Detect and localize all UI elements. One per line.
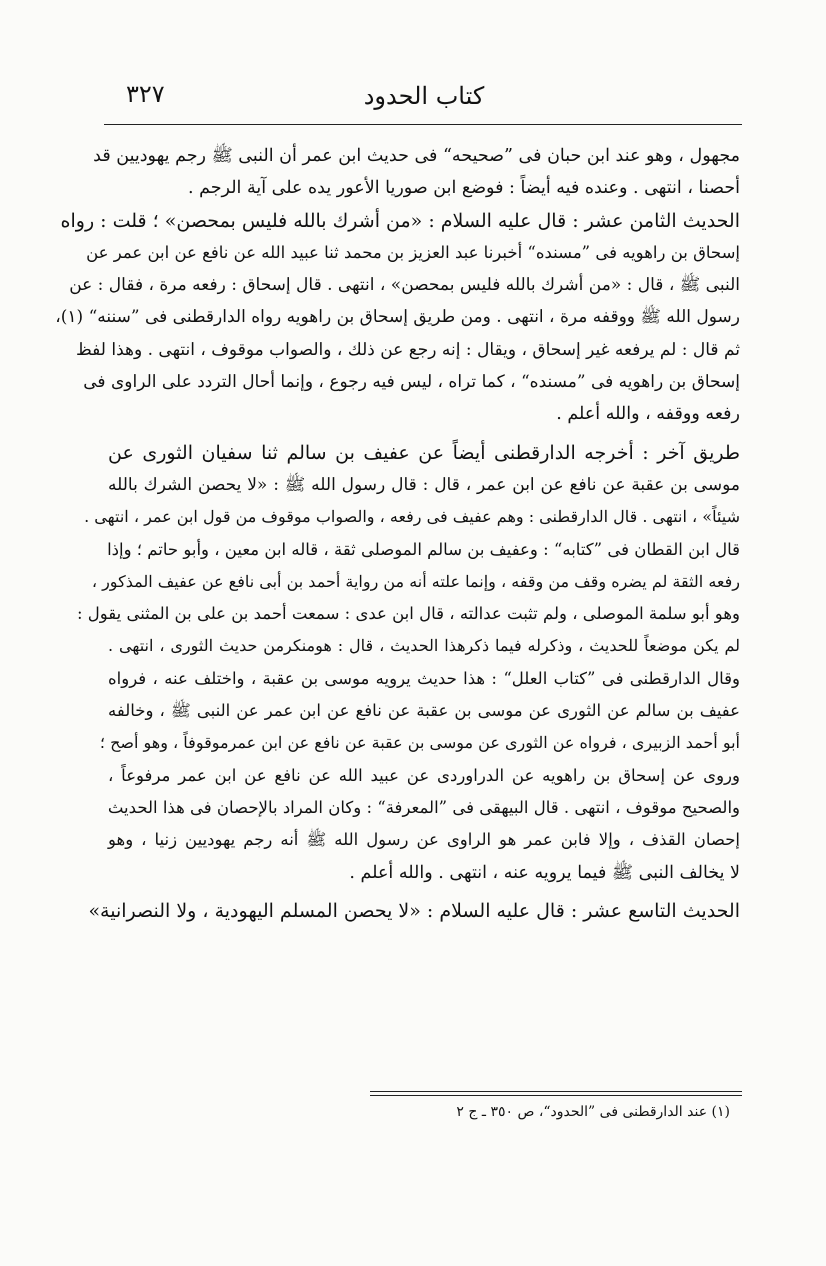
main-text (55, 140, 740, 927)
header-rule (104, 124, 742, 125)
text-line: أبو أحمد الزبيرى ، فرواه عن الثورى عن موسى بن عقبة عن نافع عن ابن عمرموقوفاً ، وهو أصح ؛ (99, 733, 740, 753)
text-line: لا يخالف النبى ﷺ فيما يرويه عنه ، انتهى . والله أعلم . (349, 862, 740, 883)
text-line: وهو أبو سلمة الموصلى ، ولم تثبت عدالته ، قال ابن عدى : سمعت أحمد بن على بن المثنى يقول : (76, 604, 740, 624)
text-line: عفيف بن سالم عن الثورى عن موسى بن عقبة عن نافع عن ابن عمر عن النبى ﷺ ، وخالفه (108, 701, 740, 721)
text-line: موسى بن عقبة عن نافع عن ابن عمر ، قال : قال رسول الله ﷺ : «لا يحصن الشرك بالله (108, 474, 740, 495)
text-line: النبى ﷺ ، قال : «من أشرك بالله فليس بمحصن» ، انتهى . قال إسحاق : رفعه مرة ، فقال : عن (69, 275, 740, 296)
text-line: رفعه ووقفه ، والله أعلم . (556, 404, 740, 425)
text-line: وروى عن إسحاق بن راهويه عن الدراوردى عن عبيد الله عن نافع عن ابن عمر مرفوعاً ، (108, 765, 740, 785)
hadith-heading-line: الحديث الثامن عشر : قال عليه السلام : «من أشرك بالله فليس بمحصن» ؛ قلت : رواه (60, 209, 740, 232)
footnote-rule-double (370, 1095, 742, 1096)
text-line: ثم قال : لم يرفعه غير إسحاق ، ويقال : إنه رجع عن ذلك ، والصواب موقوف ، انتهى . وهذا لفظ (76, 339, 740, 360)
page-number: ٣٢٧ (126, 80, 165, 108)
text-line: إسحاق بن راهويه فى ”مسنده“ ، كما تراه ، ليس فيه رجوع ، وإنما أحال التردد على الراوى فى (83, 372, 740, 393)
text-line: رفعه الثقة لم يضره وقف من وقفه ، وإنما علته أنه من رواية أحمد بن أبى نافع عن عفيف المذكور ، (91, 571, 740, 591)
text-line: وقال الدارقطنى فى ”كتاب العلل“ : هذا حديث يرويه موسى بن عقبة ، واختلف عنه ، فرواه (108, 668, 740, 688)
page-header (108, 76, 740, 122)
hadith-heading-line: الحديث التاسع عشر : قال عليه السلام : «لا يحصن المسلم اليهودية ، ولا النصرانية» (88, 899, 740, 922)
text-line: إحصان القذف ، وإلا فابن عمر هو الراوى عن رسول الله ﷺ أنه رجم يهوديين زنيا ، وهو (108, 830, 740, 850)
text-line: إسحاق بن راهويه فى ”مسنده“ أخبرنا عبد العزيز بن محمد ثنا عبيد الله عن نافع عن ابن عمر عن (86, 242, 740, 262)
section-heading-line: طريق آخر : أخرجه الدارقطنى أيضاً عن عفيف بن سالم ثنا سفيان الثورى عن (108, 441, 740, 464)
footnote: (١) عند الدارقطنى فى ”الحدود“، ص ٣٥٠ ـ ج ٢ (456, 1104, 730, 1120)
text-line: قال ابن القطان فى ”كتابه“ : وعفيف بن سالم الموصلى ثقة ، قاله ابن معين ، وأبو حاتم ؛ وإذا (107, 539, 740, 559)
text-line: والصحيح موقوف ، انتهى . قال البيهقى فى ”المعرفة“ : وكان المراد بالإحصان فى هذا الحديث (107, 797, 740, 817)
running-title: كتاب الحدود (363, 82, 485, 110)
text-line: مجهول ، وهو عند ابن حبان فى ”صحيحه“ فى حديث ابن عمر أن النبى ﷺ رجم يهوديين قد (93, 146, 740, 166)
text-line: أحصنا ، انتهى . وعنده فيه أيضاً : فوضع ابن صوريا الأعور يده على آية الرجم . (187, 178, 740, 199)
text-line: شيئاً» ، انتهى . قال الدارقطنى : وهم عفيف فى رفعه ، والصواب موقوف من قول ابن عمر ، انتهى . (84, 507, 740, 527)
text-line: لم يكن موضعاً للحديث ، وذكرله فيما ذكرهذا الحديث ، قال : هومنكرمن حديث الثورى ، انتهى . (108, 636, 740, 656)
text-line: رسول الله ﷺ ووقفه مرة ، انتهى . ومن طريق إسحاق بن راهويه رواه الدارقطنى فى ”سننه“ (١)، (55, 307, 740, 328)
footnote-rule (370, 1091, 742, 1092)
